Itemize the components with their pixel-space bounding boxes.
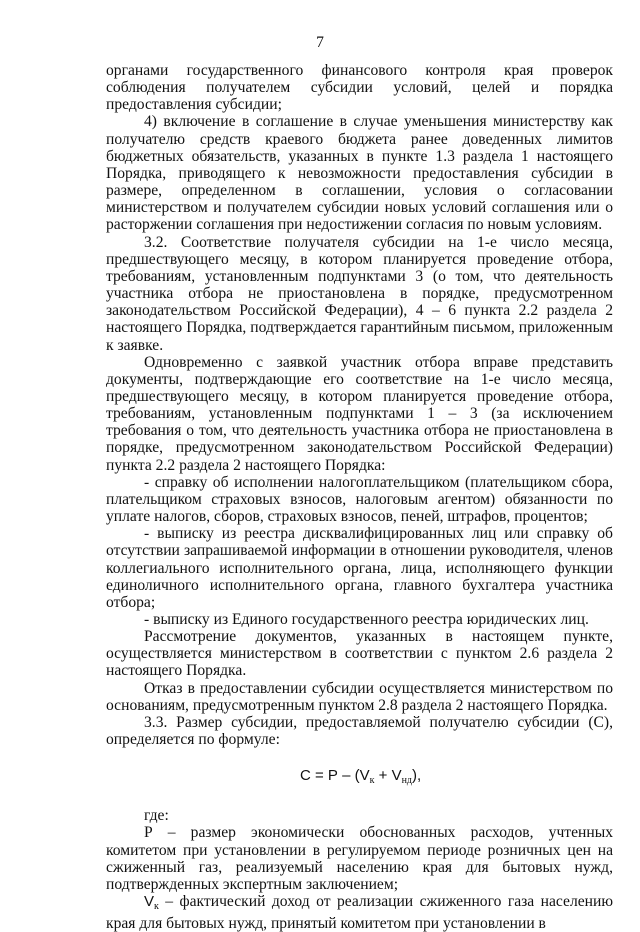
list-item-disqualified-registry: - выписку из реестра дисквалифицированных лиц или справку об отсутствии запрашиваемой информации в отношении руководителя, членов коллегиального исполнительного органа, лица, исполняющего функции единоличного исполнительного органа, главного бухгалтера участника отбора; xyxy=(106,525,613,611)
formula-main: С = Р – (V xyxy=(300,767,370,785)
document-body xyxy=(106,62,613,932)
symbol-v-subscript: к xyxy=(154,901,159,913)
paragraph-review: Рассмотрение документов, указанных в настоящем пункте, осуществляется министерством в соответствии с пунктом 2.6 раздела 2 настоящего Порядка. xyxy=(106,628,613,680)
list-item-egrul-extract: - выписку из Единого государственного реестра юридических лиц. xyxy=(144,611,589,628)
paragraph-refusal: Отказ в предоставлении субсидии осуществляется министерством по основаниям, предусмотренным пунктом 2.8 раздела 2 настоящего Порядка. xyxy=(106,679,613,714)
subsidy-formula xyxy=(106,767,613,790)
formula-subscript-nd: нд xyxy=(401,775,413,787)
paragraph-3-2: 3.2. Соответствие получателя субсидии на 1-е число месяца, предшествующего месяцу, в котором планируется проведение отбора, требованиям, установленным подпунктами 3 (о том, что деятельность участника отбора не приостановлена в порядке, предусмотренном законодательством Российской Федерации), 4 – 6 пункта 2.2 раздела 2 настоящего Порядка, подтверждается гарантийным письмом, приложенным к заявке. xyxy=(106,233,613,354)
paragraph-continuation: органами государственного финансового контроля края проверок соблюдения получателем субсидии условий, целей и порядка предоставления субсидии; xyxy=(106,62,613,114)
paragraph-item-4: 4) включение в соглашение в случае уменьшения министерству как получателю средств краевого бюджета ранее доведенных лимитов бюджетных обязательств, указанных в пункте 1.3 раздела 1 настоящего Порядка, приводящего к невозможности предоставления субсидии в размере, определенном в соглашении, условия о согласовании министерством и получателем субсидии новых условий соглашения или о расторжении соглашения при недостижении согласия по новым условиям. xyxy=(106,113,613,234)
page-number: 7 xyxy=(316,34,324,51)
formula-end: ), xyxy=(412,767,422,785)
symbol-v-letter: V xyxy=(144,893,155,911)
paragraph-documents: Одновременно с заявкой участник отбора вправе представить документы, подтверждающие его соответствие на 1-е число месяца, предшествующего месяцу, в котором планируется проведение отбора, требованиям, установленным подпунктами 1 – 3 (за исключением требования о том, что деятельность участника отбора не приостановлена в порядке, предусмотренном законодательством Российской Федерации) пункта 2.2 раздела 2 настоящего Порядка: xyxy=(106,353,613,474)
list-item-tax-certificate: - справку об исполнении налогоплательщиком (плательщиком сбора, плательщиком страховых взносов, налоговым агентом) обязанности по уплате налогов, сборов, страховых взносов, пеней, штрафов, процентов; xyxy=(106,473,613,526)
symbol-v xyxy=(144,893,159,913)
where-label: где: xyxy=(144,807,169,825)
definition-vk-text: – фактический доход от реализации сжиженного газа населению края для бытовых нужд, принятый комитетом при установлении в xyxy=(106,893,613,932)
formula-subscript-k: к xyxy=(369,775,375,787)
formula-plus: + V xyxy=(374,767,402,785)
paragraph-3-3: 3.3. Размер субсидии, предоставляемой получателю субсидии (С), определяется по формуле: xyxy=(106,713,613,749)
definition-p: Р – размер экономически обоснованных расходов, учтенных комитетом при установлении в регулируемом периоде розничных цен на сжиженный газ, реализуемый населению края для бытовых нужд, подтвержденных экспертным заключением; xyxy=(106,824,613,893)
definition-vk xyxy=(106,893,613,932)
